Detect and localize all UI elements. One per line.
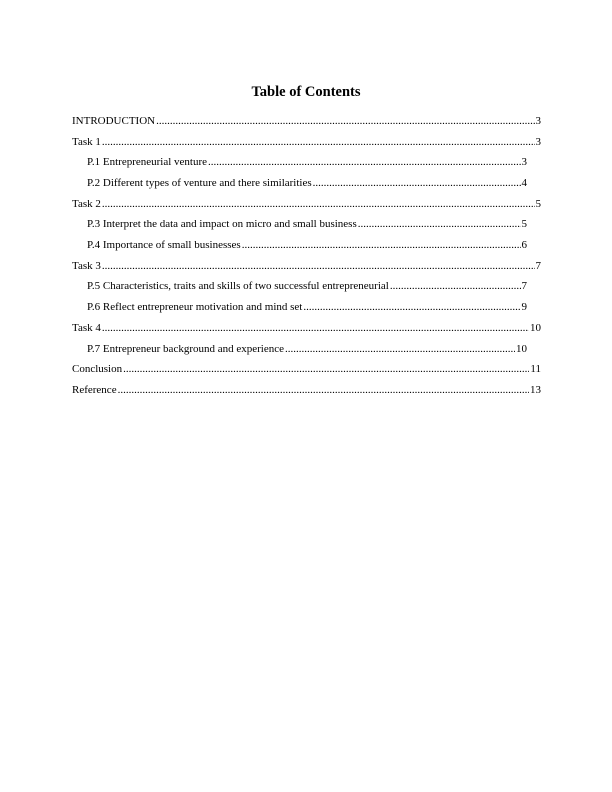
toc-dot-leader bbox=[390, 279, 521, 293]
toc-entry-p7[interactable] bbox=[87, 342, 527, 356]
toc-dot-leader bbox=[123, 362, 529, 376]
toc-dot-leader bbox=[303, 300, 520, 314]
toc-entry-text: P.2 Different types of venture and there similarities bbox=[87, 177, 312, 189]
toc-entry-task-1[interactable] bbox=[72, 135, 541, 149]
toc-dot-leader bbox=[285, 342, 515, 356]
toc-entry-p6[interactable] bbox=[87, 300, 527, 314]
toc-entry-text: Conclusion bbox=[72, 363, 123, 375]
toc-dot-leader bbox=[242, 238, 521, 252]
toc-entry-text: P.4 Importance of small businesses bbox=[87, 239, 241, 251]
toc-page-number: 5 bbox=[535, 198, 541, 210]
toc-entry-text: Reference bbox=[72, 384, 117, 396]
toc-page-number: 5 bbox=[521, 218, 527, 230]
toc-title: Table of Contents bbox=[251, 84, 361, 100]
toc-dot-leader bbox=[313, 176, 521, 190]
toc-page-number: 6 bbox=[521, 239, 527, 251]
toc-entry-task-3[interactable] bbox=[72, 259, 541, 273]
toc-entry-text: P.5 Characteristics, traits and skills of two successful entrepreneurial bbox=[87, 280, 389, 292]
toc-entry-text: P.1 Entrepreneurial venture bbox=[87, 156, 208, 168]
toc-entry-p5[interactable] bbox=[87, 279, 527, 293]
toc-page-number: 3 bbox=[535, 136, 541, 148]
toc-dot-leader bbox=[102, 197, 535, 211]
toc-dot-leader bbox=[208, 155, 520, 169]
toc-entry-text: P.3 Interpret the data and impact on micro and small business bbox=[87, 218, 357, 230]
toc-entry-p1[interactable] bbox=[87, 155, 527, 169]
toc-entry-conclusion[interactable] bbox=[72, 362, 541, 376]
toc-dot-leader bbox=[102, 321, 529, 335]
toc-page-number: 9 bbox=[521, 301, 527, 313]
toc-entry-p2[interactable] bbox=[87, 176, 527, 190]
toc-entry-introduction[interactable] bbox=[72, 114, 541, 128]
toc-page-number: 7 bbox=[521, 280, 527, 292]
toc-entry-task-2[interactable] bbox=[72, 197, 541, 211]
toc-dot-leader bbox=[358, 217, 521, 231]
toc-page-number: 11 bbox=[530, 363, 541, 375]
toc-entry-text: INTRODUCTION bbox=[72, 115, 156, 127]
toc-entry-task-4[interactable] bbox=[72, 321, 541, 335]
toc-entry-p4[interactable] bbox=[87, 238, 527, 252]
toc-entry-text: Task 3 bbox=[72, 260, 101, 272]
toc-page-number: 4 bbox=[521, 177, 527, 189]
toc-dot-leader bbox=[118, 383, 529, 397]
toc-page-number: 3 bbox=[521, 156, 527, 168]
toc-entry-text: Task 2 bbox=[72, 198, 101, 210]
toc-entry-text: Task 4 bbox=[72, 322, 101, 334]
toc-entry-reference[interactable] bbox=[72, 383, 541, 397]
toc-entry-p3[interactable] bbox=[87, 217, 527, 231]
toc-entry-text: P.7 Entrepreneur background and experience bbox=[87, 343, 285, 355]
toc-page-number: 13 bbox=[530, 384, 541, 396]
toc-page-number: 10 bbox=[530, 322, 541, 334]
toc-entry-text: Task 1 bbox=[72, 136, 101, 148]
toc-dot-leader bbox=[102, 135, 535, 149]
toc-page-number: 3 bbox=[535, 115, 541, 127]
toc-page-number: 10 bbox=[516, 343, 527, 355]
toc-entry-text: P.6 Reflect entrepreneur motivation and mind set bbox=[87, 301, 303, 313]
toc-dot-leader bbox=[102, 259, 535, 273]
toc-page-number: 7 bbox=[535, 260, 541, 272]
toc-dot-leader bbox=[156, 114, 534, 128]
